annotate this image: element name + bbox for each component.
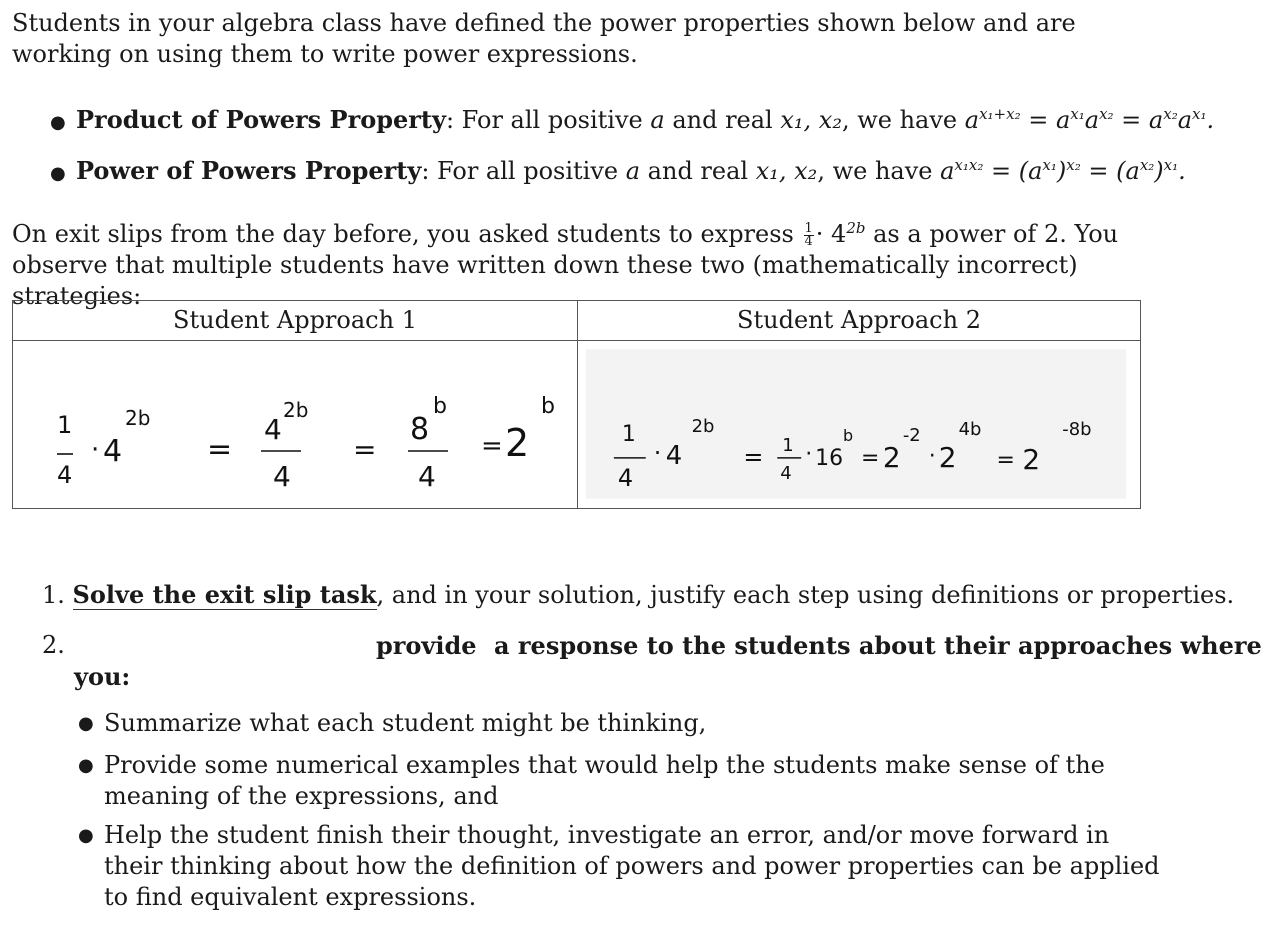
a2-exp2: b <box>843 425 854 445</box>
a2-base2: 16 <box>815 445 844 471</box>
a1-exp1: 2b <box>125 406 151 430</box>
fraction-one-quarter: $\frac{1}{4}$ <box>804 221 813 249</box>
question-1 <box>42 579 1234 611</box>
q2-you: you: <box>74 662 131 691</box>
vars: x₁, x₂ <box>755 157 818 185</box>
bullet-examples: ● Provide some numerical examples that would help the students make sense of the meaning of the expressions, and <box>78 751 1105 810</box>
var-a: a <box>625 157 641 185</box>
property-mid: and real <box>640 157 756 185</box>
header-approach-1: Student Approach 1 <box>13 301 578 341</box>
exit-slip-before: On exit slips from the day before, you asked students to express <box>12 220 794 248</box>
a2-eq3: = <box>996 447 1015 473</box>
power-formula: $a^{x_1x_2} = (a^{x_1})^{x_2} = (a^{x_2})^{x_1}$. <box>940 156 1186 185</box>
property-label: Power of Powers Property <box>76 156 422 185</box>
property-tail: , we have <box>817 157 941 185</box>
a2-frac2-den: 4 <box>780 462 792 484</box>
product-formula: $a^{x_1+x_2} = a^{x_1}a^{x_2} = a^{x_2}a^{x_1}$. <box>964 105 1215 134</box>
exit-slip-exponent: 2b <box>846 219 866 237</box>
a1-num3: 8 <box>410 412 430 447</box>
q2-number: 2. <box>42 631 65 659</box>
a2-frac1-den: 4 <box>617 463 634 492</box>
a2-dot2: · <box>805 441 813 467</box>
vars: x₁, x₂ <box>780 106 842 134</box>
q1-number: 1. <box>42 581 65 609</box>
property-label: Product of Powers Property <box>76 105 446 134</box>
a2-base4: 2 <box>938 440 957 474</box>
a2-exp1: 2b <box>691 415 715 437</box>
intro-paragraph: Students in your algebra class have defined the power properties shown below and are working on using them to write power expressions. <box>12 9 1076 68</box>
header-approach-2: Student Approach 2 <box>578 301 1141 341</box>
a1-base1: 4 <box>103 434 123 469</box>
bullet-icon: ● <box>50 112 66 133</box>
bullet-icon: ● <box>78 755 94 776</box>
a1-exp3: b <box>433 394 447 419</box>
a2-base1: 4 <box>665 440 683 471</box>
a1-dot: · <box>91 435 100 465</box>
q1-task: Solve the exit slip task <box>72 580 377 609</box>
bullet-summarize: ● Summarize what each student might be thinking, <box>78 709 707 737</box>
property-mid: and real <box>664 106 781 134</box>
a1-exp2: 2b <box>283 398 309 422</box>
a1-eq3: = <box>481 431 503 461</box>
exit-slip-after: as a power of 2. You observe that multiple students have written down these two (mathematically incorrect) strategies: <box>12 220 1119 310</box>
exit-slip-expr: · 4 <box>815 220 847 248</box>
product-property <box>50 104 1215 138</box>
approach-2-handwriting <box>578 341 1140 508</box>
a2-frac2-num: 1 <box>782 434 794 456</box>
a1-den3: 4 <box>418 460 436 493</box>
approach-1-cell <box>13 341 578 509</box>
q1-rest: , and in your solution, justify each step using definitions or properties. <box>376 581 1235 609</box>
a2-dot: · <box>653 438 662 467</box>
bullet-icon: ● <box>50 163 66 184</box>
approaches-table <box>12 300 1141 509</box>
a1-frac1-num: 1 <box>57 411 73 439</box>
a2-eq2: = <box>860 445 880 471</box>
q2-response: a response to the students about their approaches where <box>494 631 1262 660</box>
a1-eq1: = <box>207 432 233 467</box>
a2-dot3: · <box>928 443 936 469</box>
approach-1-handwriting <box>13 341 577 508</box>
a2-exp3: -2 <box>902 424 921 446</box>
bullet-icon: ● <box>78 825 94 846</box>
a2-exp5: -8b <box>1062 418 1092 440</box>
a1-den2: 4 <box>273 460 291 493</box>
a2-eq1: = <box>743 442 764 471</box>
a1-exp4: b <box>541 394 555 419</box>
property-text: : For all positive <box>421 157 626 185</box>
a1-num2: 4 <box>264 413 282 446</box>
bullet-help: ● Help the student finish their thought, investigate an error, and/or move forward in their thinking about how the definition of powers and power properties can be applied to find equivalent expressions. <box>78 821 1160 911</box>
q2-provide: provide <box>376 631 477 660</box>
approach-2-cell <box>578 341 1141 509</box>
a2-base3: 2 <box>882 440 901 474</box>
a1-base4: 2 <box>505 421 530 465</box>
property-tail: , we have <box>841 106 965 134</box>
var-a: a <box>650 106 665 134</box>
exit-slip-paragraph <box>12 219 1177 312</box>
a1-frac1-den: 4 <box>57 461 73 489</box>
a2-base5: 2 <box>1022 442 1041 476</box>
a1-eq2: = <box>353 433 377 466</box>
a2-frac1-num: 1 <box>621 421 636 447</box>
bullet-icon: ● <box>78 713 94 734</box>
question-2 <box>42 630 1262 692</box>
property-text: : For all positive <box>445 106 651 134</box>
a2-exp4: 4b <box>958 418 982 440</box>
power-property <box>50 155 1186 189</box>
